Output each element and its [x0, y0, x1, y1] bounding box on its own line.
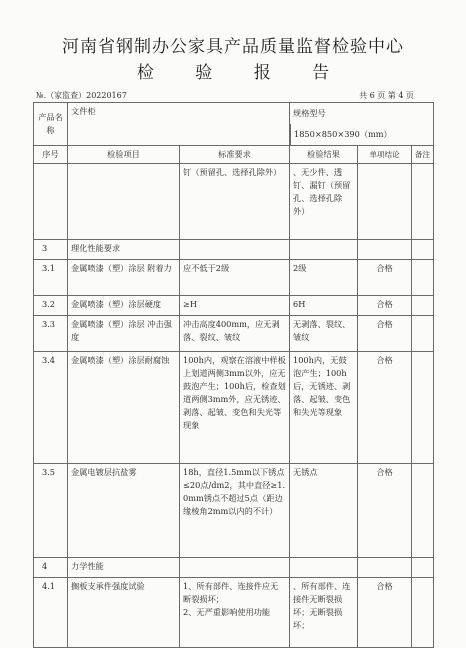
table-row [34, 164, 434, 240]
row-remark [412, 558, 434, 578]
row-seq [34, 164, 68, 240]
row-seq: 3.4 [34, 352, 68, 464]
spec-value: 1850×850×390（mm） [290, 124, 395, 145]
row-item: 搁板支承件强度试验 [68, 578, 180, 648]
row-seq: 3.5 [34, 464, 68, 558]
table-row [34, 316, 434, 352]
row-seq: 4 [34, 558, 68, 578]
product-row [34, 103, 434, 146]
row-remark [412, 464, 434, 558]
page-info: 共 6 页 第 4 页 [359, 91, 414, 100]
row-seq: 3.2 [34, 296, 68, 316]
row-item: 金属电镀层抗盐雾 [68, 464, 180, 558]
row-result: 无剥落、裂纹、皱纹 [290, 316, 358, 352]
row-verdict: 合格 [358, 260, 412, 296]
row-verdict [358, 558, 412, 578]
row-item: 力学性能 [68, 558, 180, 578]
row-verdict: 合格 [358, 316, 412, 352]
row-remark [412, 316, 434, 352]
product-name-label: 产品名称 [34, 103, 68, 146]
table-row [34, 260, 434, 296]
row-result: 2级 [290, 260, 358, 296]
inspection-table [33, 102, 434, 648]
row-result [290, 578, 358, 648]
row-seq: 4.1 [34, 578, 68, 648]
row-verdict [358, 164, 412, 240]
table-row [34, 464, 434, 558]
row-result-line2: 无断裂损坏； [293, 607, 343, 630]
table-row [34, 558, 434, 578]
col-remark: 备注 [412, 146, 434, 164]
spec-cell [290, 103, 434, 146]
row-remark [412, 260, 434, 296]
table-row [34, 352, 434, 464]
row-standard: 1、所有部件、连接件应无断裂损坏； 2、无严重影响使用功能 [180, 578, 290, 648]
spec-label: 规格型号 [293, 108, 326, 118]
product-name: 文件柜 [68, 103, 290, 146]
row-item: 理化性能要求 [68, 240, 180, 260]
row-standard: 100h内，观察在溶液中样板上划道两侧3mm以外，应无鼓泡产生；100h后，检查划道两侧3mm外，应无锈迹、剥落、起皱、变色和失光等现象 [180, 352, 290, 464]
row-result: 无锈点 [290, 464, 358, 558]
row-standard [180, 558, 290, 578]
table-row [34, 578, 434, 648]
row-verdict: 合格 [358, 296, 412, 316]
col-standard: 标准要求 [180, 146, 290, 164]
row-remark [412, 240, 434, 260]
report-number: №.（家监查）20220167 [36, 91, 127, 100]
col-result: 检验结果 [290, 146, 358, 164]
row-result: 6H [290, 296, 358, 316]
row-seq: 3.1 [34, 260, 68, 296]
table-row [34, 296, 434, 316]
row-item: 金属喷漆（塑）涂层硬度 [68, 296, 180, 316]
row-standard: ≥H [180, 296, 290, 316]
table-row [34, 240, 434, 260]
row-verdict: 合格 [358, 464, 412, 558]
row-result [290, 240, 358, 260]
row-remark [412, 164, 434, 240]
column-header-row [34, 146, 434, 164]
row-verdict: 合格 [358, 352, 412, 464]
row-item: 金属喷漆（塑）涂层耐腐蚀 [68, 352, 180, 464]
row-remark [412, 352, 434, 464]
row-standard: 钉（预留孔、选择孔除外） [180, 164, 290, 240]
row-result: 100h内，无鼓泡产生；100h后，无锈迹、剥落、起皱、变色和失光等现象 [290, 352, 358, 464]
row-verdict [358, 240, 412, 260]
row-seq: 3 [34, 240, 68, 260]
row-result [290, 558, 358, 578]
row-seq: 3.3 [34, 316, 68, 352]
row-standard [180, 240, 290, 260]
row-standard: 18h，直径1.5mm以下锈点≤20点/dm2，其中直径≥1.0mm锈点不超过5点（距边缘棱角2mm以内的不计） [180, 464, 290, 558]
col-seq: 序号 [34, 146, 68, 164]
row-result-line1: 、所有部件、连接件无断裂损坏； [293, 581, 351, 617]
row-standard: 冲击高度400mm，应无剥落、裂纹、皱纹 [180, 316, 290, 352]
row-item: 金属喷漆（塑）涂层 附着力 [68, 260, 180, 296]
row-remark [412, 296, 434, 316]
row-item [68, 164, 180, 240]
row-verdict: 合格 [358, 578, 412, 648]
col-verdict: 单项结论 [358, 146, 412, 164]
row-remark [412, 578, 434, 648]
report-title: 河南省钢制办公家具产品质量监督检验中心 [62, 37, 404, 57]
col-item: 检验项目 [68, 146, 180, 164]
report-subtitle: 检 验 报 告 [136, 63, 348, 83]
row-standard: 应不低于2级 [180, 260, 290, 296]
row-result: 、无少件、透钉、漏钉（预留孔、选择孔除外） [290, 164, 358, 240]
row-item: 金属喷漆（塑）涂层 冲击强度 [68, 316, 180, 352]
